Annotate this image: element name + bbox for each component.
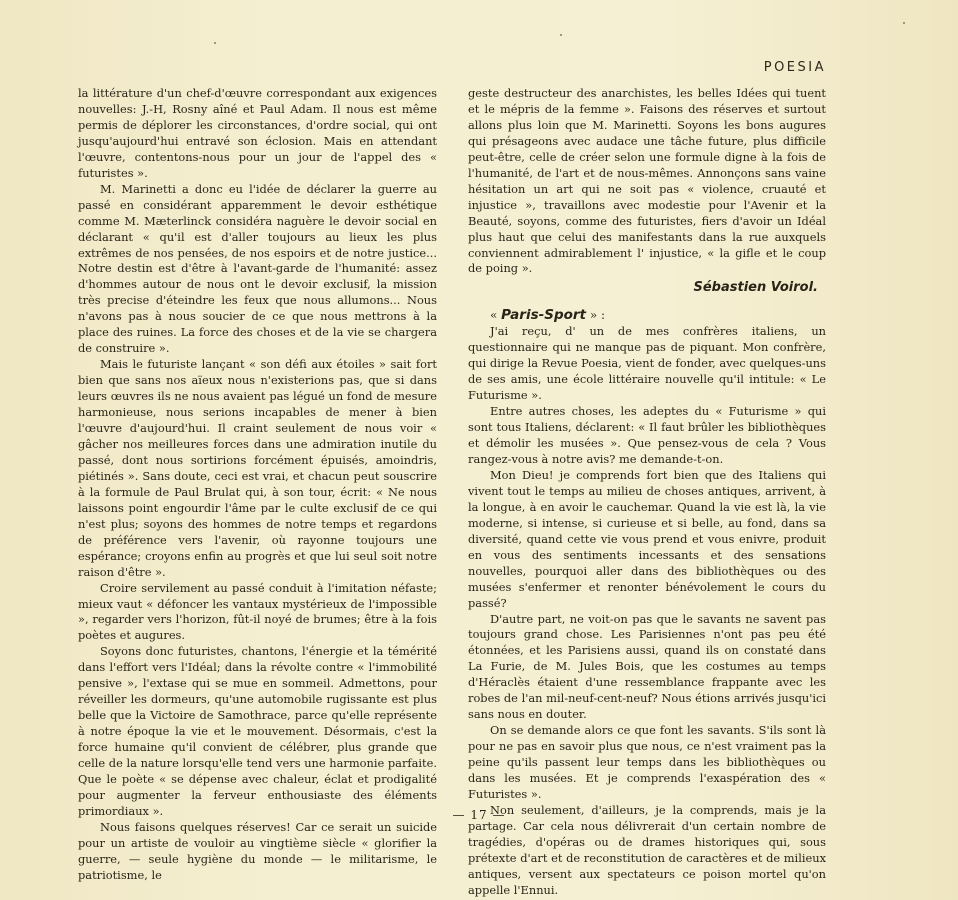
right-column bbox=[468, 86, 826, 899]
paragraph: Non seulement, d'ailleurs, je la comprends, mais je la partage. Car cela nous délivrerait d'un certain nombre de tragédies, d'opéras ou de drames historiques qui, sous prétexte d'art et de reconstitution de caractères et de milieux antiques, versent aux spectateurs ce poison mortel qu'on appelle l'Ennui. bbox=[468, 802, 826, 897]
paragraph: D'autre part, ne voit-on pas que le savants ne savent pas toujours grand chose. Les Parisiennes n'ont pas peu été étonnées, et les Parisiens aussi, quand ils on constaté dans La Furie, de M. Jules Bois, que les costumes au temps d'Héraclès étaient d'une ressemblance frappante avec les robes de l'an mil-neuf-cent-neuf? Nous étions arrivés jusqu'ici sans nous en douter. bbox=[468, 611, 826, 722]
section-heading bbox=[468, 308, 826, 324]
journal-running-head: POESIA bbox=[763, 60, 826, 75]
paper-speck bbox=[903, 22, 905, 24]
paragraph: Soyons donc futuristes, chantons, l'énergie et la témérité dans l'effort vers l'Idéal; dans la révolte contre « l'immobilité pensive », l'extase qui se mue en sommeil. Admettons, pour réveiller les dormeurs, qu'une automobile rugissante est plus belle que la Victoire de Samothrace, parce qu'elle représente à notre époque la vie et le mouvement. Désormais, c'est la force humaine qu'il convient de célébrer, plus grande que celle de la nature lorsqu'elle tend vers une harmonie parfaite. Que le poète « se dépense avec chaleur, éclat et prodigalité pour augmenter la ferveur enthousiaste des éléments primordiaux ». bbox=[78, 644, 437, 818]
paragraph: Mais le futuriste lançant « son défi aux étoiles » sait fort bien que sans nos aïeux nous n'existerions pas, que si dans leurs œuvres ils ne nous avaient pas légué un fond de mesure harmonieuse, nous serions incapables de mener à bien l'œuvre d'aujourd'hui. Il craint seulement de nous voir « gâcher nos meilleures forces dans une admiration inutile du passé, dont nous sortirions forcément épuisés, amoindris, piétinés ». Sans doute, ceci est vrai, et chacun peut souscrire à la formule de Paul Brulat qui, à son tour, écrit: « Ne nous laissons point engourdir l'âme par le culte exclusif de ce qui n'est plus; soyons des hommes de notre temps et regardons de préférence vers l'avenir, où rayonne toujours une espérance; croyons enfin au progrès et que lui seul soit notre raison d'être ». bbox=[78, 357, 437, 579]
page-number: — 17 — bbox=[452, 808, 506, 822]
left-column bbox=[78, 86, 437, 884]
section-title: Paris-Sport bbox=[501, 307, 586, 324]
paragraph: On se demande alors ce que font les savants. S'ils sont là pour ne pas en savoir plus que nous, ce n'est vraiment pas la peine qu'ils passent leur temps dans les bibliothèques ou dans les musées. Et je comprends l'exaspération des « Futuristes ». bbox=[468, 723, 826, 801]
paragraph: M. Marinetti a donc eu l'idée de déclarer la guerre au passé en considérant apparemment le devoir esthétique comme M. Mæterlinck considéra naguère le devoir social en déclarant « qu'il est d'aller toujours au lieux les plus extrêmes de nos pensées, de nos espoirs et de notre justice... Notre destin est d'être à l'avant-garde de l'humanité: assez d'hommes autour de nous ont le devoir exclusif, la mission très precise d'éteindre les feux que nous allumons... Nous n'avons pas à nous soucier de ce que nous mettrons à la place des ruines. La force des choses et de la vie se chargera de construire ». bbox=[78, 181, 437, 356]
paragraph: Croire servilement au passé conduit à l'imitation néfaste; mieux vaut « défoncer les vantaux mystérieux de l'impossible », regarder vers l'horizon, fût-il noyé de brumes; être à la fois poètes et augures. bbox=[78, 580, 437, 643]
section-close-quote: » : bbox=[586, 308, 606, 323]
paper-speck bbox=[560, 34, 562, 36]
author-signature: Sébastien Voirol. bbox=[693, 280, 818, 296]
paragraph: J'ai reçu, d' un de mes confrères italiens, un questionnaire qui ne manque pas de piquant. Mon confrère, qui dirige la Revue Poesia, vient de fonder, avec quelques-uns de ses amis, une école littéraire nouvelle qu'il intitule: « Le Futurisme ». bbox=[468, 324, 826, 403]
paragraph: la littérature d'un chef-d'œuvre correspondant aux exigences nouvelles: J.-H, Rosny aîné et Paul Adam. Il nous est même permis de déplorer les circonstances, d'ordre social, qui ont jusqu'aujourd'hui entravé son éclosion. Mais en attendant l'œuvre, contentons-nous pour un jour de l'appel des « futuristes ». bbox=[78, 86, 437, 180]
paragraph: Entre autres choses, les adeptes du « Futurisme » qui sont tous Italiens, déclarent: « Il faut brûler les bibliothèques et démolir les musées ». Que pensez-vous de cela ? Vous rangez-vous à notre avis? me demande-t-on. bbox=[468, 404, 826, 466]
paragraph: geste destructeur des anarchistes, les belles Idées qui tuent et le mépris de la femme ». Faisons des réserves et surtout allons plus loin que M. Marinetti. Soyons les bons augures qui présageons avec audace une tâche future, plus difficile peut-être, celle de créer selon une formule digne à la fois de l'humanité, de l'art et de nous-mêmes. Annonçons sans vaine hésitation un art qui ne soit pas « violence, cruauté et injustice », travaillons avec modestie pour l'Avenir et la Beauté, soyons, comme des futuristes, fiers d'avoir un Idéal plus haut que celui des manifestants dans la rue auxquels conviennent admirablement l' injustice, « la gifle et le coup de poing ». bbox=[468, 86, 826, 276]
paragraph: Mon Dieu! je comprends fort bien que des Italiens qui vivent tout le temps au milieu de choses antiques, arrivent, à la longue, à en avoir le cauchemar. Quand la vie est là, la vie moderne, si intense, si curieuse et si belle, au fond, dans sa diversité, quand cette vie vous prend et vous enivre, produit en vous des sentiments incessants et des sensations nouvelles, pourquoi aller dans des bibliothèques ou des musées s'enfermer et renonter bénévolement le cours du passé? bbox=[468, 467, 826, 610]
section-open-quote: « bbox=[490, 308, 502, 323]
paragraph: Nous faisons quelques réserves! Car ce serait un suicide pour un artiste de vouloir au vingtième siècle « glorifier la guerre, — seule hygiène du monde — le militarisme, le patriotisme, le bbox=[78, 819, 437, 882]
paper-speck bbox=[214, 42, 216, 44]
